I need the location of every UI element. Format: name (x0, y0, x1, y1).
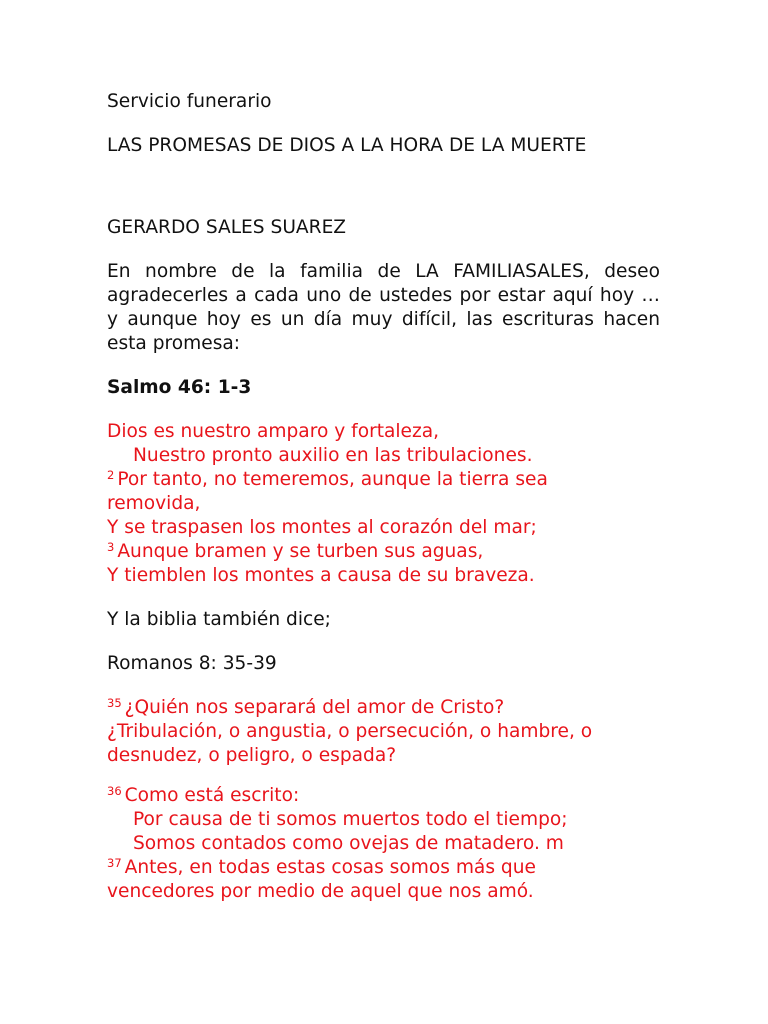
psalm-line: Y tiemblen los montes a causa de su braveza. (107, 565, 535, 586)
romans-line: ¿Tribulación, o angustia, o persecución, o hambre, o (107, 721, 593, 742)
romans-line: vencedores por medio de aquel que nos amó. (107, 881, 534, 902)
romans-verse-35 (107, 696, 660, 768)
romans-line: desnudez, o peligro, o espada? (107, 745, 397, 766)
bible-says-line: Y la biblia también dice; (107, 609, 331, 630)
psalm-line: Y se traspasen los montes al corazón del mar; (107, 517, 537, 538)
romans-line: Por causa de ti somos muertos todo el tiempo; (133, 809, 568, 830)
psalm-line: removida, (107, 493, 201, 514)
author-name: GERARDO SALES SUAREZ (107, 217, 347, 238)
romans-verses-36-37 (107, 784, 660, 904)
psalm-verse-2 (107, 468, 660, 492)
romans-line: ¿Quién nos separará del amor de Cristo? (124, 697, 505, 718)
romans-line: Como está escrito: (124, 785, 300, 806)
verse-number: 36 (107, 784, 122, 798)
psalm-passage (107, 420, 660, 588)
psalm-line: Nuestro pronto auxilio en las tribulaciones. (133, 445, 533, 466)
verse-number: 3 (107, 540, 115, 554)
psalm-verse-3 (107, 540, 660, 564)
service-label: Servicio funerario (107, 91, 272, 112)
romans-line: Somos contados como ovejas de matadero. m (133, 833, 564, 854)
verse-number: 37 (107, 856, 122, 870)
psalm-line: Por tanto, no temeremos, aunque la tierra sea (117, 469, 548, 490)
verse-number: 2 (107, 468, 115, 482)
romans-reference: Romanos 8: 35-39 (107, 653, 277, 674)
document-title: LAS PROMESAS DE DIOS A LA HORA DE LA MUERTE (107, 135, 587, 156)
psalm-line: Dios es nuestro amparo y fortaleza, (107, 421, 440, 442)
psalm-line: Aunque bramen y se turben sus aguas, (117, 541, 484, 562)
intro-paragraph: En nombre de la familia de LA FAMILIASALES, deseo agradecerles a cada uno de ustedes por estar aquí hoy … y aunque hoy es un día muy difícil, las escrituras hacen esta promesa: (107, 261, 660, 354)
romans-line: Antes, en todas estas cosas somos más que (124, 857, 536, 878)
verse-number: 35 (107, 696, 122, 710)
psalm-reference: Salmo 46: 1-3 (107, 377, 252, 398)
